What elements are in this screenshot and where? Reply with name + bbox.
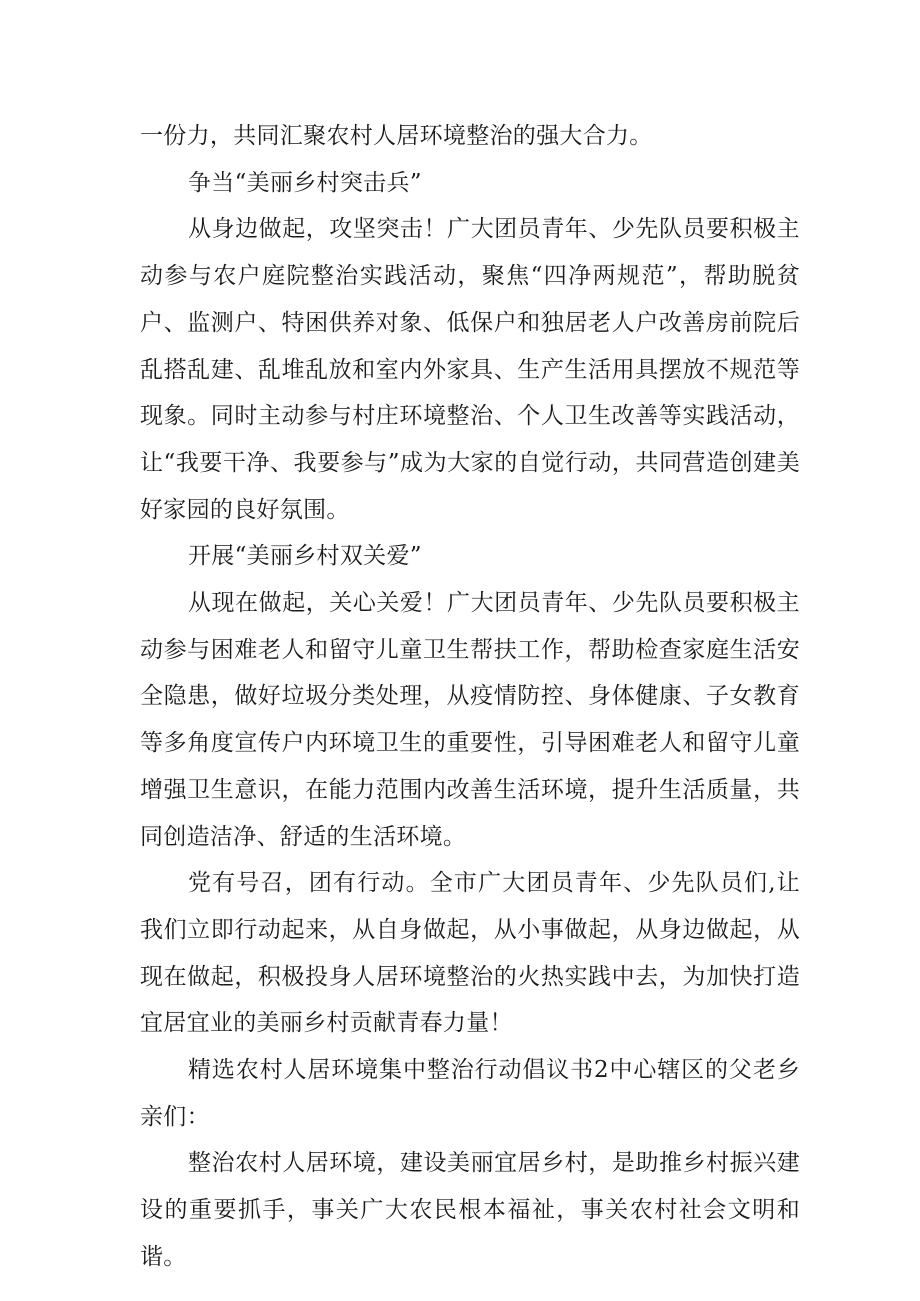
document-body bbox=[140, 113, 800, 1281]
paragraph-intro: 整治农村人居环境，建设美丽宜居乡村，是助推乡村振兴建设的重要抓手，事关广大农民根本福祉，事关农村社会文明和谐。 bbox=[140, 1150, 800, 1270]
paragraph-start-from-surroundings: 从身边做起，攻坚突击！广大团员青年、少先队员要积极主动参与农户庭院整治实践活动，聚焦“四净两规范”，帮助脱贫户、监测户、特困供养对象、低保户和独居老人户改善房前院后乱搭乱建、乱堆乱放和室内外家具、生产生活用具摆放不规范等现象。同时主动参与村庄环境整治、个人卫生改善等实践活动，让“我要干净、我要参与”成为大家的自觉行动，共同营造创建美好家园的良好氛围。 bbox=[140, 216, 800, 523]
paragraph-continuation: 一份力，共同汇聚农村人居环境整治的强大合力。 bbox=[140, 123, 653, 149]
document-title-line: 精选农村人居环境集中整治行动倡议书2中心辖区的父老乡亲们： bbox=[140, 1057, 800, 1130]
section-heading-double-care: 开展“美丽乡村双关爱” bbox=[188, 543, 422, 570]
paragraph-start-from-now: 从现在做起，关心关爱！广大团员青年、少先队员要积极主动参与困难老人和留守儿童卫生帮扶工作，帮助检查家庭生活安全隐患，做好垃圾分类处理，从疫情防控、身体健康、子女教育等多角度宣传户内环境卫生的重要性，引导困难老人和留守儿童增强卫生意识，在能力范围内改善生活环境，提升生活质量，共同创造洁净、舒适的生活环境。 bbox=[140, 590, 800, 850]
section-heading-assault-team: 争当“美丽乡村突击兵” bbox=[188, 169, 422, 196]
paragraph-call-to-action: 党有号召，团有行动。全市广大团员青年、少先队员们,让我们立即行动起来，从自身做起，从小事做起，从身边做起，从现在做起，积极投身人居环境整治的火热实践中去，为加快打造宜居宜业的美丽乡村贡献青春力量！ bbox=[140, 870, 800, 1037]
